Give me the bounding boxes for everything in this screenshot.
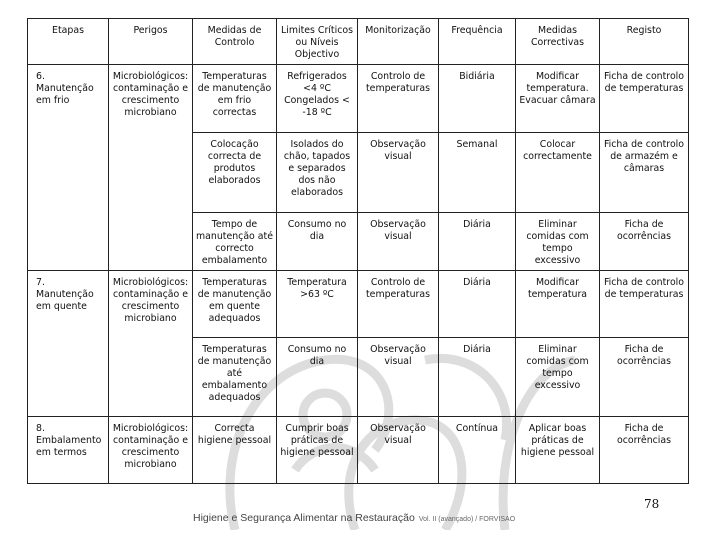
record-cell: Ficha de controlo de temperaturas (600, 65, 689, 133)
limits-cell: Consumo no dia (277, 338, 358, 417)
table-row (28, 417, 689, 484)
limits-cell: Cumprir boas práticas de higiene pessoal (277, 417, 358, 484)
hazard-cell: Microbiológicos: contaminação e crescimento microbiano (109, 417, 193, 484)
header-cell: Registo (600, 19, 689, 65)
corrective-cell: Eliminar comidas com tempo excessivo (516, 213, 600, 271)
header-cell: Medidas de Controlo (193, 19, 277, 65)
record-cell: Ficha de controlo de armazém e câmaras (600, 133, 689, 213)
record-cell: Ficha de ocorrências (600, 213, 689, 271)
frequency-cell: Diária (439, 338, 516, 417)
corrective-cell: Modificar temperatura. Evacuar câmara (516, 65, 600, 133)
page-number: 78 (644, 497, 660, 511)
corrective-cell: Modificar temperatura (516, 271, 600, 338)
header-cell: Etapas (28, 19, 109, 65)
limits-cell: Isolados do chão, tapados e separados dos não elaborados (277, 133, 358, 213)
hazard-cell: Microbiológicos: contaminação e crescimento microbiano (109, 271, 193, 417)
stage-cell: 6. Manutenção em frio (28, 65, 109, 271)
frequency-cell: Semanal (439, 133, 516, 213)
control-cell: Temperaturas de manutenção em quente adequados (193, 271, 277, 338)
table-row (28, 271, 689, 338)
control-cell: Colocação correcta de produtos elaborados (193, 133, 277, 213)
monitoring-cell: Controlo de temperaturas (358, 271, 439, 338)
frequency-cell: Contínua (439, 417, 516, 484)
stage-cell: 8. Embalamento em termos (28, 417, 109, 484)
footer (193, 512, 515, 524)
frequency-cell: Diária (439, 271, 516, 338)
control-cell: Temperaturas de manutenção em frio correctas (193, 65, 277, 133)
record-cell: Ficha de controlo de temperaturas (600, 271, 689, 338)
monitoring-cell: Observação visual (358, 417, 439, 484)
monitoring-cell: Observação visual (358, 213, 439, 271)
control-cell: Tempo de manutenção até correcto embalamento (193, 213, 277, 271)
control-cell: Temperaturas de manutenção até embalamento adequados (193, 338, 277, 417)
monitoring-cell: Observação visual (358, 133, 439, 213)
stage-cell: 7. Manutenção em quente (28, 271, 109, 417)
limits-cell: Consumo no dia (277, 213, 358, 271)
hazard-cell: Microbiológicos: contaminação e crescimento microbiano (109, 65, 193, 271)
control-cell: Correcta higiene pessoal (193, 417, 277, 484)
corrective-cell: Colocar correctamente (516, 133, 600, 213)
monitoring-cell: Controlo de temperaturas (358, 65, 439, 133)
footer-subtitle: Vol. II (avançado) / FORVISAO (418, 516, 516, 523)
limits-cell: Temperatura >63 ºC (277, 271, 358, 338)
header-cell: Monitorização (358, 19, 439, 65)
header-cell: Limites Críticos ou Níveis Objectivo (277, 19, 358, 65)
monitoring-cell: Observação visual (358, 338, 439, 417)
frequency-cell: Diária (439, 213, 516, 271)
limits-cell: Refrigerados <4 ºC Congelados < -18 ºC (277, 65, 358, 133)
header-row (28, 19, 689, 65)
footer-title: Higiene e Segurança Alimentar na Restauração (193, 512, 415, 524)
haccp-table (27, 18, 689, 484)
record-cell: Ficha de ocorrências (600, 417, 689, 484)
corrective-cell: Aplicar boas práticas de higiene pessoal (516, 417, 600, 484)
frequency-cell: Bidiária (439, 65, 516, 133)
record-cell: Ficha de ocorrências (600, 338, 689, 417)
header-cell: Perigos (109, 19, 193, 65)
corrective-cell: Eliminar comidas com tempo excessivo (516, 338, 600, 417)
header-cell: Medidas Correctivas (516, 19, 600, 65)
table-row (28, 65, 689, 133)
header-cell: Frequência (439, 19, 516, 65)
